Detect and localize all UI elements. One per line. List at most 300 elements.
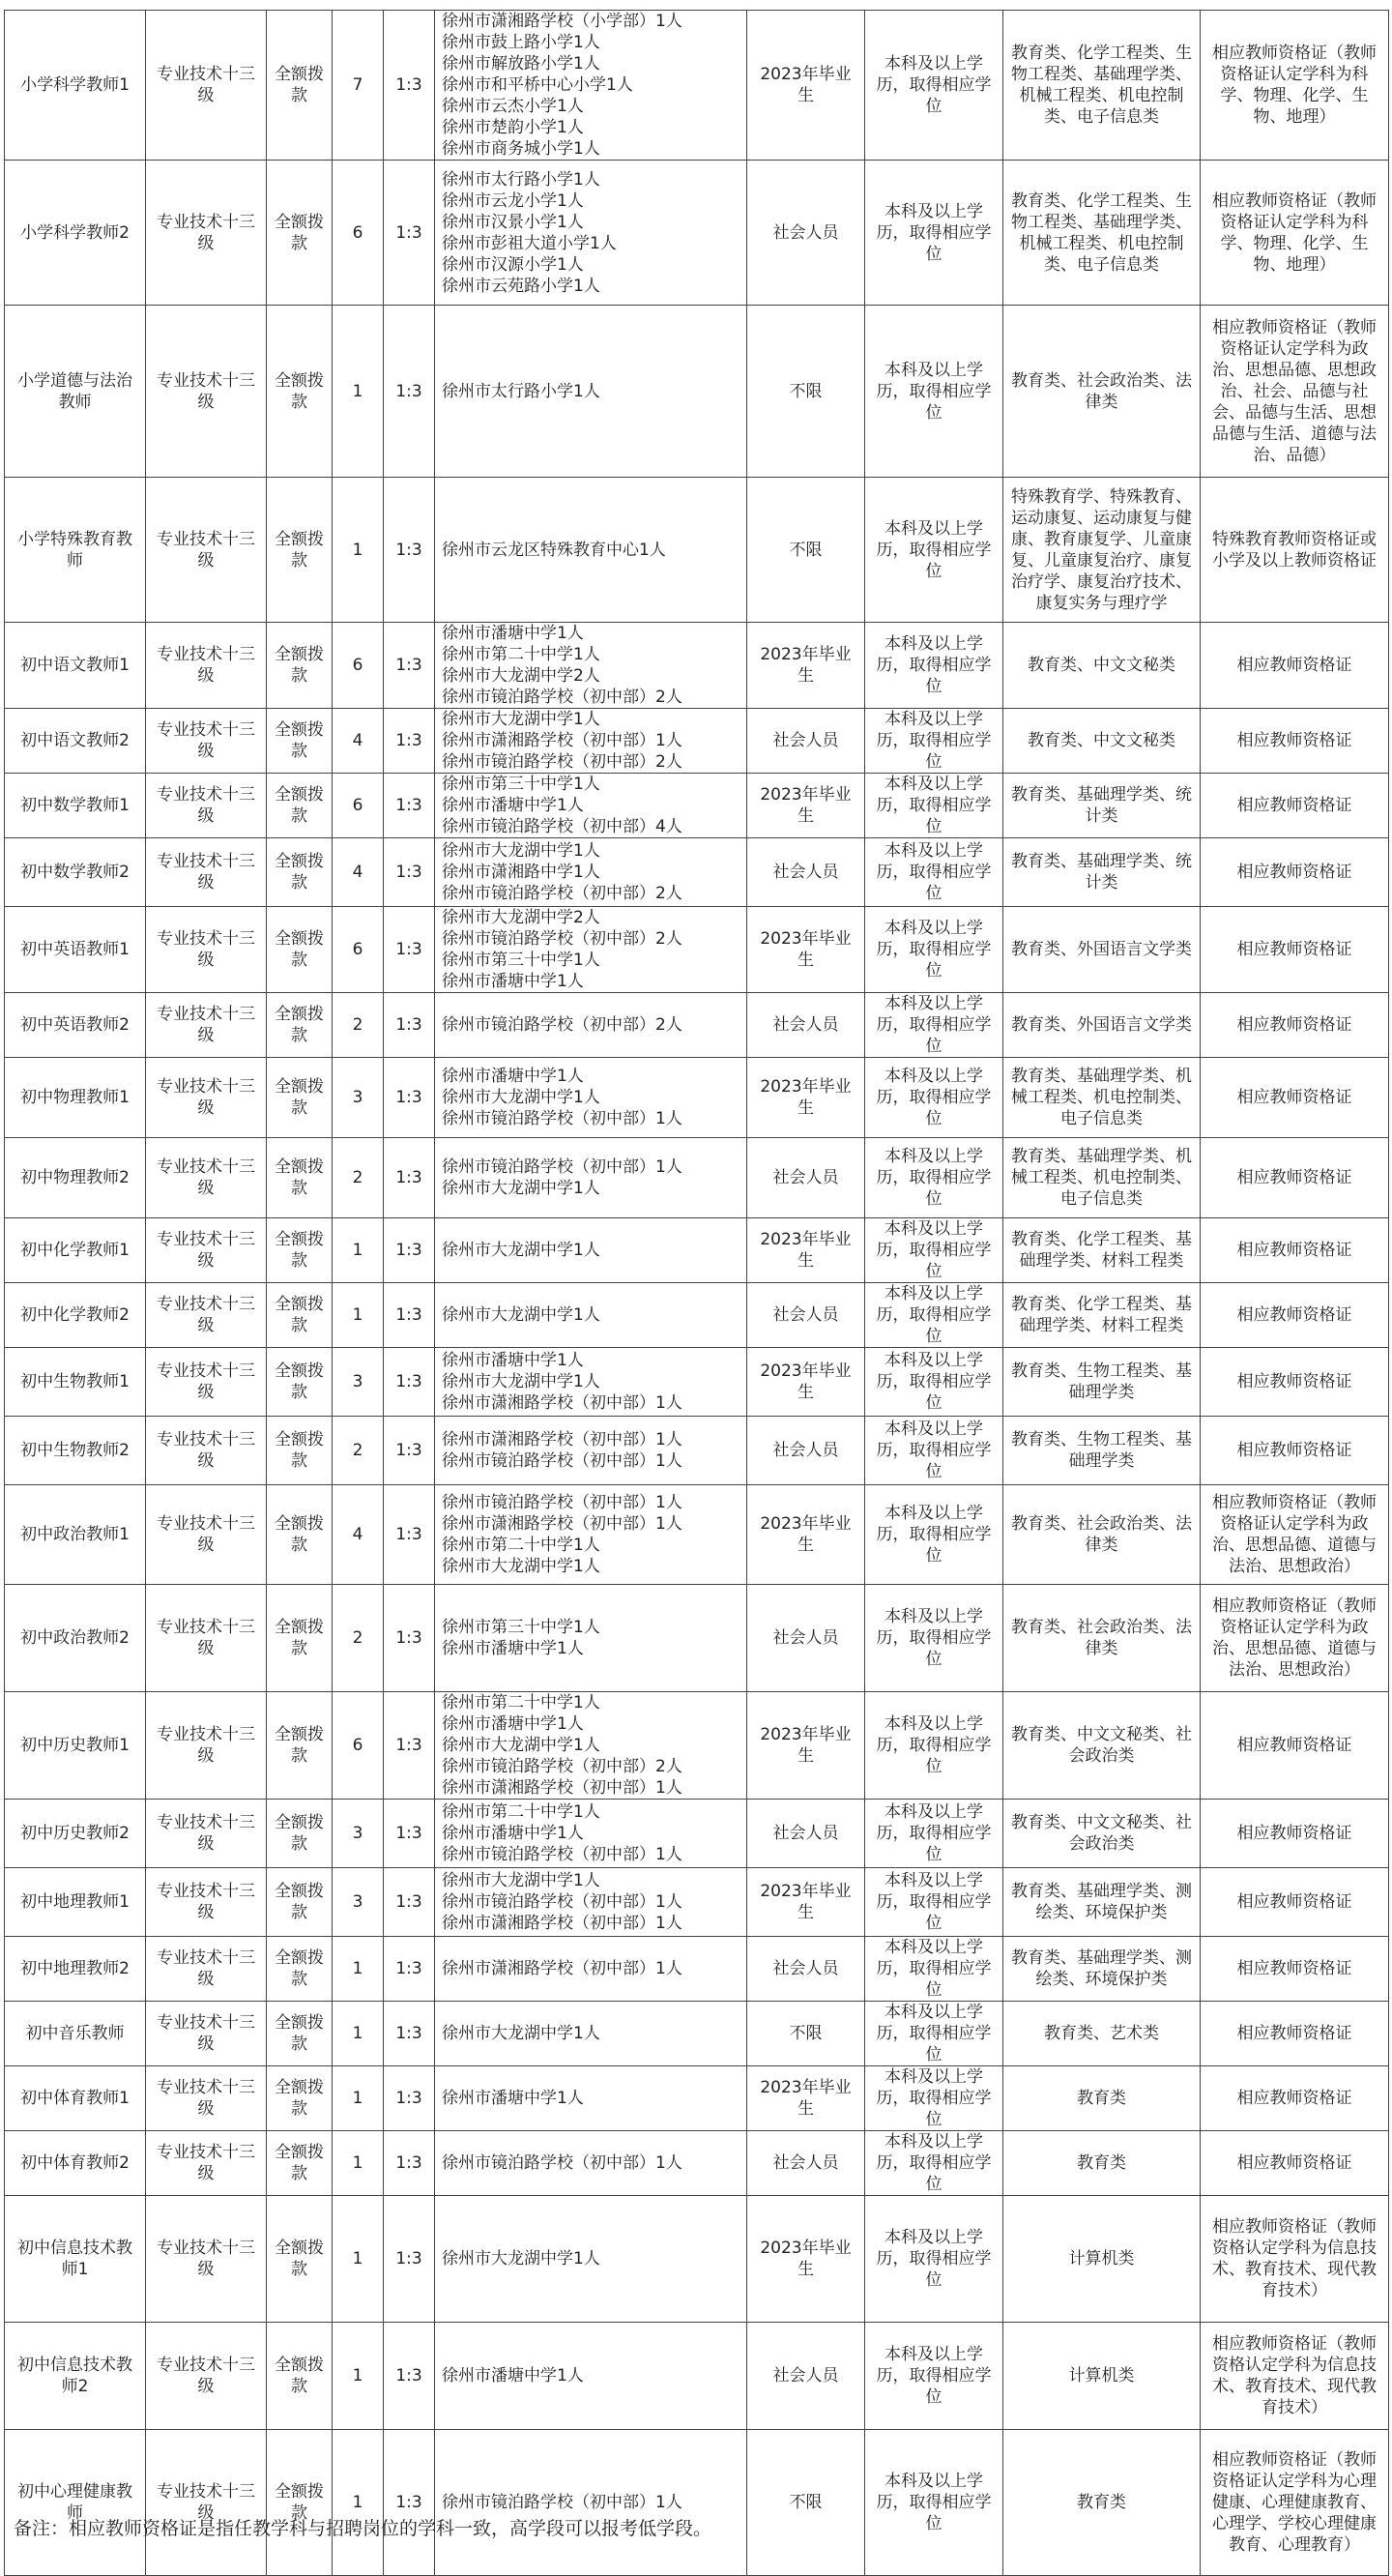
target-group-cell: 社会人员 <box>747 1283 865 1348</box>
post-name-cell: 初中生物教师2 <box>5 1417 146 1485</box>
headcount-cell: 6 <box>333 623 384 709</box>
job-level-cell: 专业技术十三级 <box>146 1218 267 1283</box>
post-name-cell: 初中音乐教师 <box>5 2002 146 2066</box>
target-group-cell: 2023年毕业生 <box>747 1058 865 1138</box>
schools-cell <box>435 1937 747 2002</box>
certificate-cell: 相应教师资格证 <box>1201 1937 1389 2002</box>
headcount-cell: 1 <box>333 2131 384 2196</box>
major-cell: 教育类、基础理学类、统计类 <box>1003 774 1201 838</box>
schools-cell <box>435 1348 747 1417</box>
exam-ratio-cell: 1:3 <box>384 623 435 709</box>
schools-cell <box>435 306 747 478</box>
table-row <box>5 1692 1389 1800</box>
target-group-cell: 社会人员 <box>747 709 865 774</box>
post-name-cell: 初中化学教师2 <box>5 1283 146 1348</box>
major-cell: 教育类、生物工程类、基础理学类 <box>1003 1348 1201 1417</box>
table-row <box>5 306 1389 478</box>
headcount-cell: 7 <box>333 11 384 161</box>
post-name-cell: 初中物理教师1 <box>5 1058 146 1138</box>
exam-ratio-cell: 1:3 <box>384 2196 435 2323</box>
major-cell: 教育类、基础理学类、测绘类、环境保护类 <box>1003 1868 1201 1937</box>
recruitment-table <box>4 10 1389 2576</box>
schools-cell <box>435 709 747 774</box>
post-name-cell: 初中生物教师1 <box>5 1348 146 1417</box>
job-level-cell: 专业技术十三级 <box>146 2430 267 2576</box>
certificate-cell: 相应教师资格证 <box>1201 993 1389 1058</box>
table-row <box>5 623 1389 709</box>
post-name-cell: 初中数学教师2 <box>5 838 146 907</box>
exam-ratio-cell: 1:3 <box>384 709 435 774</box>
major-cell: 教育类、外国语言文学类 <box>1003 907 1201 993</box>
table-row <box>5 478 1389 623</box>
job-level-cell: 专业技术十三级 <box>146 838 267 907</box>
post-name-cell: 初中地理教师1 <box>5 1868 146 1937</box>
schools-cell <box>435 774 747 838</box>
school-line: 徐州市镜泊路学校（初中部）2人 <box>442 1757 682 1776</box>
school-line: 徐州市镜泊路学校（初中部）1人 <box>442 1451 682 1471</box>
post-name-cell: 初中历史教师1 <box>5 1692 146 1800</box>
headcount-cell: 6 <box>333 161 384 306</box>
exam-ratio-cell: 1:3 <box>384 838 435 907</box>
post-name-cell: 初中地理教师2 <box>5 1937 146 2002</box>
target-group-cell: 社会人员 <box>747 1138 865 1218</box>
major-cell: 教育类、社会政治类、法律类 <box>1003 306 1201 478</box>
target-group-cell: 2023年毕业生 <box>747 1348 865 1417</box>
school-line: 徐州市潘塘中学1人 <box>442 1824 584 1843</box>
post-name-cell: 初中信息技术教师1 <box>5 2196 146 2323</box>
table-row <box>5 161 1389 306</box>
school-line: 徐州市大龙湖中学1人 <box>442 1088 600 1107</box>
certificate-cell: 相应教师资格证（教师资格证认定学科为政治、思想品德、思想政治、社会、品德与社会、品德与生活、思想品德与生活、道德与法治、品德） <box>1201 306 1389 478</box>
exam-ratio-cell: 1:3 <box>384 1585 435 1692</box>
exam-ratio-cell: 1:3 <box>384 161 435 306</box>
exam-ratio-cell: 1:3 <box>384 1485 435 1585</box>
job-level-cell: 专业技术十三级 <box>146 993 267 1058</box>
funding-type-cell: 全额拨款 <box>267 907 333 993</box>
school-line: 徐州市潇湘路学校（初中部）1人 <box>442 1514 682 1534</box>
education-cell: 本科及以上学历，取得相应学位 <box>865 1283 1003 1348</box>
job-level-cell: 专业技术十三级 <box>146 2002 267 2066</box>
job-level-cell: 专业技术十三级 <box>146 1417 267 1485</box>
job-level-cell: 专业技术十三级 <box>146 2196 267 2323</box>
target-group-cell: 社会人员 <box>747 2323 865 2430</box>
major-cell: 教育类、化学工程类、生物工程类、基础理学类、机械工程类、机电控制类、电子信息类 <box>1003 11 1201 161</box>
certificate-cell: 相应教师资格证 <box>1201 2131 1389 2196</box>
school-line: 徐州市汉源小学1人 <box>442 254 584 275</box>
school-line: 徐州市镜泊路学校（初中部）1人 <box>442 1845 682 1864</box>
exam-ratio-cell: 1:3 <box>384 1218 435 1283</box>
headcount-cell: 3 <box>333 1348 384 1417</box>
exam-ratio-cell: 1:3 <box>384 1692 435 1800</box>
school-line: 徐州市第二十中学1人 <box>442 1693 600 1712</box>
school-line: 徐州市太行路小学1人 <box>442 169 600 190</box>
school-line: 徐州市大龙湖中学1人 <box>442 2249 600 2269</box>
target-group-cell: 社会人员 <box>747 1800 865 1868</box>
school-line: 徐州市潇湘路学校（初中部）1人 <box>442 1914 682 1933</box>
schools-cell <box>435 2430 747 2576</box>
education-cell: 本科及以上学历，取得相应学位 <box>865 2131 1003 2196</box>
headcount-cell: 2 <box>333 993 384 1058</box>
education-cell: 本科及以上学历，取得相应学位 <box>865 838 1003 907</box>
post-name-cell: 初中政治教师1 <box>5 1485 146 1585</box>
funding-type-cell: 全额拨款 <box>267 1218 333 1283</box>
school-line: 徐州市潘塘中学1人 <box>442 2366 584 2386</box>
exam-ratio-cell: 1:3 <box>384 2002 435 2066</box>
table-row <box>5 993 1389 1058</box>
education-cell: 本科及以上学历，取得相应学位 <box>865 306 1003 478</box>
headcount-cell: 4 <box>333 1485 384 1585</box>
school-line: 徐州市大龙湖中学1人 <box>442 710 600 729</box>
target-group-cell: 社会人员 <box>747 838 865 907</box>
schools-cell <box>435 993 747 1058</box>
funding-type-cell: 全额拨款 <box>267 709 333 774</box>
major-cell: 教育类、化学工程类、基础理学类、材料工程类 <box>1003 1218 1201 1283</box>
education-cell: 本科及以上学历，取得相应学位 <box>865 2066 1003 2131</box>
funding-type-cell: 全额拨款 <box>267 1417 333 1485</box>
job-level-cell: 专业技术十三级 <box>146 306 267 478</box>
education-cell: 本科及以上学历，取得相应学位 <box>865 1417 1003 1485</box>
target-group-cell: 不限 <box>747 2002 865 2066</box>
exam-ratio-cell: 1:3 <box>384 1937 435 2002</box>
certificate-cell: 相应教师资格证 <box>1201 709 1389 774</box>
certificate-cell: 相应教师资格证 <box>1201 2002 1389 2066</box>
table-row <box>5 1800 1389 1868</box>
funding-type-cell: 全额拨款 <box>267 478 333 623</box>
school-line: 徐州市大龙湖中学1人 <box>442 841 600 861</box>
school-line: 徐州市大龙湖中学1人 <box>442 1557 600 1576</box>
exam-ratio-cell: 1:3 <box>384 2066 435 2131</box>
table-row <box>5 1937 1389 2002</box>
major-cell: 教育类、基础理学类、统计类 <box>1003 838 1201 907</box>
education-cell: 本科及以上学历，取得相应学位 <box>865 1692 1003 1800</box>
school-line: 徐州市解放路小学1人 <box>442 54 600 73</box>
target-group-cell: 不限 <box>747 478 865 623</box>
post-name-cell: 初中英语教师1 <box>5 907 146 993</box>
table-row <box>5 2430 1389 2576</box>
table-row <box>5 1058 1389 1138</box>
school-line: 徐州市镜泊路学校（初中部）2人 <box>442 688 682 707</box>
post-name-cell: 初中物理教师2 <box>5 1138 146 1218</box>
education-cell: 本科及以上学历，取得相应学位 <box>865 1585 1003 1692</box>
table-row <box>5 1485 1389 1585</box>
certificate-cell: 相应教师资格证（教师资格认定学科为信息技术、教育技术、现代教育技术） <box>1201 2323 1389 2430</box>
table-row <box>5 2196 1389 2323</box>
schools-cell <box>435 1138 747 1218</box>
footnote: 备注：相应教师资格证是指任教学科与招聘岗位的学科一致，高学段可以报考低学段。 <box>14 2518 712 2539</box>
target-group-cell: 2023年毕业生 <box>747 1868 865 1937</box>
target-group-cell: 社会人员 <box>747 1937 865 2002</box>
job-level-cell: 专业技术十三级 <box>146 1585 267 1692</box>
school-line: 徐州市大龙湖中学1人 <box>442 1871 600 1890</box>
school-line: 徐州市云龙小学1人 <box>442 190 584 211</box>
headcount-cell: 3 <box>333 1868 384 1937</box>
funding-type-cell: 全额拨款 <box>267 11 333 161</box>
education-cell: 本科及以上学历，取得相应学位 <box>865 774 1003 838</box>
headcount-cell: 1 <box>333 1218 384 1283</box>
headcount-cell: 1 <box>333 2196 384 2323</box>
certificate-cell: 相应教师资格证 <box>1201 1283 1389 1348</box>
school-line: 徐州市潘塘中学1人 <box>442 1639 584 1658</box>
post-name-cell: 初中体育教师2 <box>5 2131 146 2196</box>
post-name-cell: 小学科学教师1 <box>5 11 146 161</box>
schools-cell <box>435 1417 747 1485</box>
schools-cell <box>435 11 747 161</box>
post-name-cell: 初中政治教师2 <box>5 1585 146 1692</box>
education-cell: 本科及以上学历，取得相应学位 <box>865 623 1003 709</box>
education-cell: 本科及以上学历，取得相应学位 <box>865 1868 1003 1937</box>
schools-cell <box>435 1485 747 1585</box>
certificate-cell: 相应教师资格证 <box>1201 1417 1389 1485</box>
headcount-cell: 6 <box>333 907 384 993</box>
major-cell: 教育类 <box>1003 2066 1201 2131</box>
schools-cell <box>435 907 747 993</box>
school-line: 徐州市第二十中学1人 <box>442 1536 600 1555</box>
certificate-cell: 相应教师资格证 <box>1201 623 1389 709</box>
major-cell: 教育类、艺术类 <box>1003 2002 1201 2066</box>
funding-type-cell: 全额拨款 <box>267 1348 333 1417</box>
exam-ratio-cell: 1:3 <box>384 774 435 838</box>
exam-ratio-cell: 1:3 <box>384 1800 435 1868</box>
headcount-cell: 3 <box>333 1058 384 1138</box>
school-line: 徐州市楚韵小学1人 <box>442 118 584 137</box>
school-line: 徐州市潘塘中学1人 <box>442 1714 584 1734</box>
school-line: 徐州市云龙区特殊教育中心1人 <box>442 540 666 560</box>
target-group-cell: 2023年毕业生 <box>747 774 865 838</box>
job-level-cell: 专业技术十三级 <box>146 774 267 838</box>
funding-type-cell: 全额拨款 <box>267 1937 333 2002</box>
education-cell: 本科及以上学历，取得相应学位 <box>865 478 1003 623</box>
school-line: 徐州市潇湘路学校（小学部）1人 <box>442 12 682 31</box>
education-cell: 本科及以上学历，取得相应学位 <box>865 161 1003 306</box>
school-line: 徐州市大龙湖中学1人 <box>442 1179 600 1198</box>
schools-cell <box>435 1218 747 1283</box>
major-cell: 教育类 <box>1003 2430 1201 2576</box>
school-line: 徐州市大龙湖中学1人 <box>442 1241 600 1260</box>
funding-type-cell: 全额拨款 <box>267 993 333 1058</box>
post-name-cell: 初中信息技术教师2 <box>5 2323 146 2430</box>
funding-type-cell: 全额拨款 <box>267 306 333 478</box>
school-line: 徐州市和平桥中心小学1人 <box>442 75 633 95</box>
target-group-cell: 2023年毕业生 <box>747 2066 865 2131</box>
school-line: 徐州市彭祖大道小学1人 <box>442 233 617 253</box>
exam-ratio-cell: 1:3 <box>384 2131 435 2196</box>
exam-ratio-cell: 1:3 <box>384 1283 435 1348</box>
job-level-cell: 专业技术十三级 <box>146 907 267 993</box>
post-name-cell: 初中化学教师1 <box>5 1218 146 1283</box>
major-cell: 教育类、基础理学类、机械工程类、机电控制类、电子信息类 <box>1003 1058 1201 1138</box>
school-line: 徐州市潇湘路学校（初中部）1人 <box>442 1430 682 1449</box>
table-row <box>5 709 1389 774</box>
major-cell: 教育类、中文文秘类 <box>1003 709 1201 774</box>
certificate-cell: 相应教师资格证 <box>1201 1138 1389 1218</box>
post-name-cell: 小学科学教师2 <box>5 161 146 306</box>
schools-cell <box>435 478 747 623</box>
exam-ratio-cell: 1:3 <box>384 2430 435 2576</box>
school-line: 徐州市大龙湖中学2人 <box>442 666 600 686</box>
school-line: 徐州市第三十中学1人 <box>442 775 600 794</box>
funding-type-cell: 全额拨款 <box>267 623 333 709</box>
table-row <box>5 1218 1389 1283</box>
school-line: 徐州市潇湘路学校（初中部）1人 <box>442 1393 682 1413</box>
schools-cell <box>435 2066 747 2131</box>
post-name-cell: 初中语文教师1 <box>5 623 146 709</box>
school-line: 徐州市潇湘路学校（初中部）1人 <box>442 1778 682 1798</box>
headcount-cell: 1 <box>333 2066 384 2131</box>
school-line: 徐州市镜泊路学校（初中部）1人 <box>442 1493 682 1512</box>
schools-cell <box>435 1868 747 1937</box>
school-line: 徐州市潇湘路学校（初中部）1人 <box>442 1959 682 1978</box>
funding-type-cell: 全额拨款 <box>267 2131 333 2196</box>
table-row <box>5 2323 1389 2430</box>
table-row <box>5 838 1389 907</box>
school-line: 徐州市镜泊路学校（初中部）2人 <box>442 929 682 949</box>
headcount-cell: 1 <box>333 2323 384 2430</box>
job-level-cell: 专业技术十三级 <box>146 2131 267 2196</box>
target-group-cell: 不限 <box>747 306 865 478</box>
education-cell: 本科及以上学历，取得相应学位 <box>865 1218 1003 1283</box>
major-cell: 教育类、社会政治类、法律类 <box>1003 1485 1201 1585</box>
school-line: 徐州市镜泊路学校（初中部）2人 <box>442 884 682 903</box>
target-group-cell: 2023年毕业生 <box>747 1218 865 1283</box>
funding-type-cell: 全额拨款 <box>267 1058 333 1138</box>
table-row <box>5 1283 1389 1348</box>
table-row <box>5 1868 1389 1937</box>
headcount-cell: 1 <box>333 2002 384 2066</box>
schools-cell <box>435 2323 747 2430</box>
job-level-cell: 专业技术十三级 <box>146 1348 267 1417</box>
post-name-cell: 初中数学教师1 <box>5 774 146 838</box>
major-cell: 教育类、生物工程类、基础理学类 <box>1003 1417 1201 1485</box>
certificate-cell: 相应教师资格证 <box>1201 907 1389 993</box>
school-line: 徐州市云苑路小学1人 <box>442 276 600 296</box>
post-name-cell: 初中体育教师1 <box>5 2066 146 2131</box>
post-name-cell: 初中英语教师2 <box>5 993 146 1058</box>
table-row <box>5 2066 1389 2131</box>
schools-cell <box>435 1800 747 1868</box>
exam-ratio-cell: 1:3 <box>384 306 435 478</box>
headcount-cell: 1 <box>333 306 384 478</box>
target-group-cell: 不限 <box>747 2430 865 2576</box>
post-name-cell: 初中历史教师2 <box>5 1800 146 1868</box>
funding-type-cell: 全额拨款 <box>267 2430 333 2576</box>
schools-cell <box>435 2131 747 2196</box>
major-cell: 教育类、化学工程类、生物工程类、基础理学类、机械工程类、机电控制类、电子信息类 <box>1003 161 1201 306</box>
headcount-cell: 4 <box>333 709 384 774</box>
education-cell: 本科及以上学历，取得相应学位 <box>865 2430 1003 2576</box>
job-level-cell: 专业技术十三级 <box>146 623 267 709</box>
job-level-cell: 专业技术十三级 <box>146 2323 267 2430</box>
major-cell: 计算机类 <box>1003 2196 1201 2323</box>
job-level-cell: 专业技术十三级 <box>146 2066 267 2131</box>
school-line: 徐州市镜泊路学校（初中部）1人 <box>442 1109 682 1128</box>
headcount-cell: 4 <box>333 838 384 907</box>
job-level-cell: 专业技术十三级 <box>146 1937 267 2002</box>
headcount-cell: 6 <box>333 774 384 838</box>
major-cell: 计算机类 <box>1003 2323 1201 2430</box>
school-line: 徐州市镜泊路学校（初中部）2人 <box>442 1015 682 1035</box>
job-level-cell: 专业技术十三级 <box>146 1868 267 1937</box>
school-line: 徐州市潇湘路学校（初中部）1人 <box>442 731 682 750</box>
headcount-cell: 6 <box>333 1692 384 1800</box>
funding-type-cell: 全额拨款 <box>267 1585 333 1692</box>
school-line: 徐州市汉景小学1人 <box>442 212 584 232</box>
funding-type-cell: 全额拨款 <box>267 1868 333 1937</box>
target-group-cell: 2023年毕业生 <box>747 623 865 709</box>
school-line: 徐州市云杰小学1人 <box>442 97 584 116</box>
schools-cell <box>435 2196 747 2323</box>
education-cell: 本科及以上学历，取得相应学位 <box>865 1485 1003 1585</box>
education-cell: 本科及以上学历，取得相应学位 <box>865 1138 1003 1218</box>
headcount-cell: 2 <box>333 1138 384 1218</box>
school-line: 徐州市镜泊路学校（初中部）2人 <box>442 752 682 772</box>
school-line: 徐州市大龙湖中学1人 <box>442 1372 600 1391</box>
certificate-cell: 特殊教育教师资格证或小学及以上教师资格证 <box>1201 478 1389 623</box>
job-level-cell: 专业技术十三级 <box>146 1283 267 1348</box>
certificate-cell: 相应教师资格证 <box>1201 1348 1389 1417</box>
school-line: 徐州市潘塘中学1人 <box>442 624 584 643</box>
funding-type-cell: 全额拨款 <box>267 1800 333 1868</box>
school-line: 徐州市第二十中学1人 <box>442 645 600 664</box>
school-line: 徐州市大龙湖中学1人 <box>442 2024 600 2043</box>
education-cell: 本科及以上学历，取得相应学位 <box>865 1058 1003 1138</box>
school-line: 徐州市大龙湖中学2人 <box>442 908 600 927</box>
certificate-cell: 相应教师资格证 <box>1201 1058 1389 1138</box>
headcount-cell: 2 <box>333 1585 384 1692</box>
certificate-cell: 相应教师资格证 <box>1201 1692 1389 1800</box>
target-group-cell: 2023年毕业生 <box>747 1485 865 1585</box>
funding-type-cell: 全额拨款 <box>267 2196 333 2323</box>
major-cell: 特殊教育学、特殊教育、运动康复、运动康复与健康、教育康复学、儿童康复、儿童康复治疗、康复治疗学、康复治疗技术、康复实务与理疗学 <box>1003 478 1201 623</box>
job-level-cell: 专业技术十三级 <box>146 478 267 623</box>
school-line: 徐州市第三十中学1人 <box>442 951 600 970</box>
funding-type-cell: 全额拨款 <box>267 774 333 838</box>
job-level-cell: 专业技术十三级 <box>146 1692 267 1800</box>
education-cell: 本科及以上学历，取得相应学位 <box>865 1348 1003 1417</box>
exam-ratio-cell: 1:3 <box>384 1348 435 1417</box>
schools-cell <box>435 1585 747 1692</box>
target-group-cell: 2023年毕业生 <box>747 907 865 993</box>
major-cell: 教育类、基础理学类、机械工程类、机电控制类、电子信息类 <box>1003 1138 1201 1218</box>
funding-type-cell: 全额拨款 <box>267 1283 333 1348</box>
target-group-cell: 社会人员 <box>747 161 865 306</box>
target-group-cell: 2023年毕业生 <box>747 2196 865 2323</box>
job-level-cell: 专业技术十三级 <box>146 1485 267 1585</box>
school-line: 徐州市潘塘中学1人 <box>442 1351 584 1370</box>
table-row <box>5 2131 1389 2196</box>
table-row <box>5 2002 1389 2066</box>
schools-cell <box>435 1283 747 1348</box>
exam-ratio-cell: 1:3 <box>384 1868 435 1937</box>
target-group-cell: 2023年毕业生 <box>747 1692 865 1800</box>
certificate-cell: 相应教师资格证 <box>1201 1218 1389 1283</box>
major-cell: 教育类、社会政治类、法律类 <box>1003 1585 1201 1692</box>
target-group-cell: 社会人员 <box>747 2131 865 2196</box>
school-line: 徐州市镜泊路学校（初中部）1人 <box>442 2153 682 2173</box>
major-cell: 教育类、外国语言文学类 <box>1003 993 1201 1058</box>
certificate-cell: 相应教师资格证（教师资格证认定学科为政治、思想品德、道德与法治、思想政治） <box>1201 1485 1389 1585</box>
post-name-cell: 初中语文教师2 <box>5 709 146 774</box>
headcount-cell: 1 <box>333 1283 384 1348</box>
funding-type-cell: 全额拨款 <box>267 838 333 907</box>
job-level-cell: 专业技术十三级 <box>146 1138 267 1218</box>
education-cell: 本科及以上学历，取得相应学位 <box>865 2196 1003 2323</box>
certificate-cell: 相应教师资格证（教师资格证认定学科为政治、思想品德、道德与法治、思想政治） <box>1201 1585 1389 1692</box>
exam-ratio-cell: 1:3 <box>384 2323 435 2430</box>
school-line: 徐州市大龙湖中学1人 <box>442 1736 600 1755</box>
funding-type-cell: 全额拨款 <box>267 1138 333 1218</box>
education-cell: 本科及以上学历，取得相应学位 <box>865 1937 1003 2002</box>
post-name-cell: 初中心理健康教师 <box>5 2430 146 2576</box>
